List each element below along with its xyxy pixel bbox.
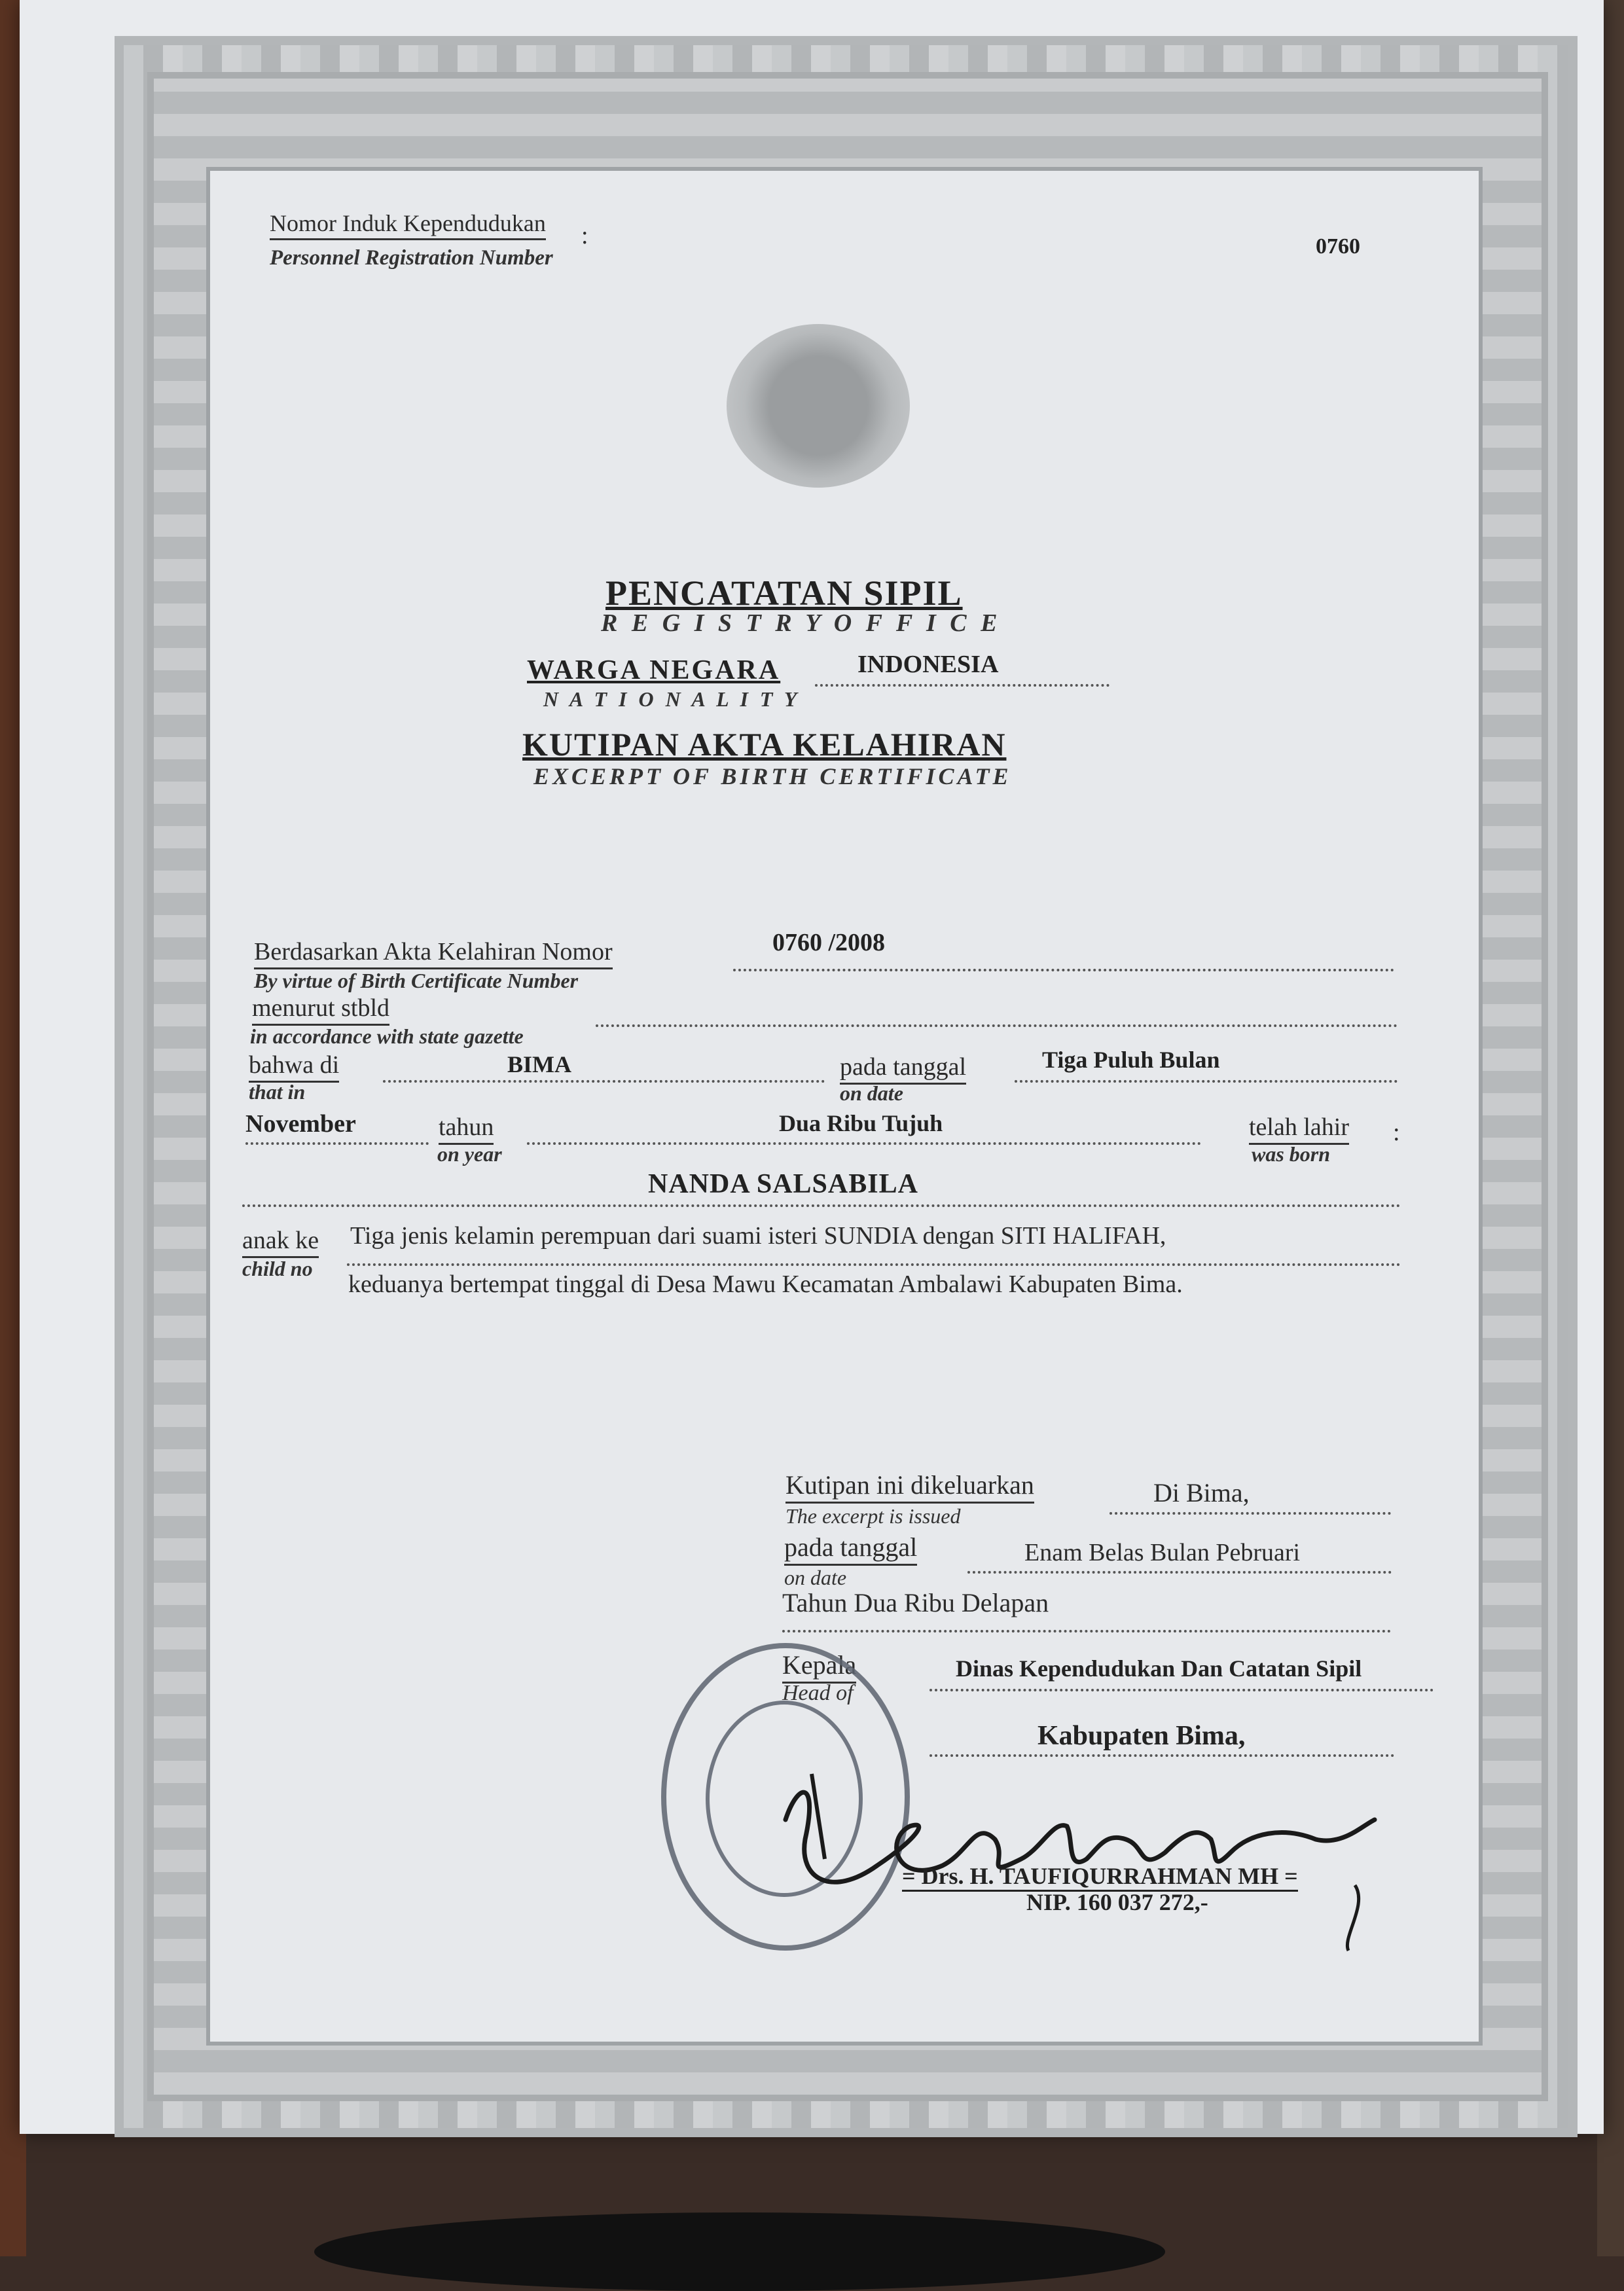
issued-date-dotted-line <box>967 1571 1392 1574</box>
nationality-dotted-line <box>815 684 1110 687</box>
document-title: KUTIPAN AKTA KELAHIRAN <box>522 726 1007 763</box>
place-dotted-line <box>383 1080 825 1083</box>
child-name-dotted-line <box>242 1204 1401 1207</box>
year-dotted-line <box>527 1142 1201 1145</box>
month-value: November <box>245 1110 356 1138</box>
issued-year-dotted-line <box>782 1630 1391 1633</box>
signature-icon <box>759 1741 1388 1957</box>
nationality-label-en: N A T I O N A L I T Y <box>543 687 801 711</box>
date-label-en: on date <box>840 1081 903 1105</box>
child-no-label: anak ke <box>242 1226 319 1258</box>
stbld-dotted-line <box>596 1024 1398 1027</box>
issued-date-label-en: on date <box>784 1566 847 1589</box>
shadow <box>314 2212 1165 2291</box>
issued-place-dotted-line <box>1110 1512 1391 1515</box>
nik-value: 0760 <box>1316 234 1360 259</box>
nationality-value: INDONESIA <box>857 651 999 678</box>
month-dotted-line <box>245 1142 429 1145</box>
office-title-en: R E G I S T R Y O F F I C E <box>601 609 1001 637</box>
born-colon: : <box>1393 1119 1400 1146</box>
head-label: Kepala <box>782 1650 856 1684</box>
issued-label: Kutipan ini dikeluarkan <box>785 1470 1034 1504</box>
issued-place: Di Bima, <box>1153 1478 1250 1507</box>
child-no-label-en: child no <box>242 1257 313 1280</box>
parents-line-2: keduanya bertempat tinggal di Desa Mawu Kecamatan Ambalawi Kabupaten Bima. <box>348 1271 1183 1298</box>
date-dotted-line <box>1015 1080 1398 1083</box>
date-label: pada tanggal <box>840 1053 966 1085</box>
nationality-label: WARGA NEGARA <box>527 655 781 685</box>
issued-year: Tahun Dua Ribu Delapan <box>782 1588 1049 1617</box>
issued-date-label: pada tanggal <box>784 1532 917 1566</box>
official-name: = Drs. H. TAUFIQURRAHMAN MH = <box>902 1862 1298 1892</box>
head-office-dotted-line <box>929 1689 1434 1691</box>
garuda-emblem-icon <box>727 324 910 488</box>
place-value: BIMA <box>507 1051 571 1077</box>
year-value: Dua Ribu Tujuh <box>779 1110 943 1136</box>
nik-label: Nomor Induk Kependudukan <box>270 209 546 240</box>
stbld-label-en: in accordance with state gazette <box>250 1024 524 1048</box>
child-name: NANDA SALSABILA <box>648 1169 918 1199</box>
official-nip: NIP. 160 037 272,- <box>1026 1889 1208 1915</box>
year-label-en: on year <box>437 1142 502 1166</box>
cert-number-label-en: By virtue of Birth Certificate Number <box>254 969 579 992</box>
office-title: PENCATATAN SIPIL <box>605 573 963 613</box>
stbld-label: menurut stbld <box>252 994 389 1026</box>
place-label-en: that in <box>249 1080 306 1104</box>
head-region: Kabupaten Bima, <box>1038 1721 1246 1751</box>
cert-number-label: Berdasarkan Akta Kelahiran Nomor <box>254 937 613 969</box>
born-label-en: was born <box>1252 1142 1331 1166</box>
document-title-en: EXCERPT OF BIRTH CERTIFICATE <box>533 763 1012 789</box>
born-label: telah lahir <box>1249 1113 1349 1145</box>
head-office: Dinas Kependudukan Dan Catatan Sipil <box>956 1655 1362 1682</box>
place-label: bahwa di <box>249 1051 339 1083</box>
head-label-en: Head of <box>782 1681 854 1705</box>
nik-label-en: Personnel Registration Number <box>270 246 553 270</box>
date-value: Tiga Puluh Bulan <box>1042 1047 1220 1073</box>
year-label: tahun <box>439 1113 494 1145</box>
issued-label-en: The excerpt is issued <box>785 1504 961 1528</box>
cert-number-value: 0760 /2008 <box>772 929 886 956</box>
issued-date-value: Enam Belas Bulan Pebruari <box>1024 1539 1301 1566</box>
parents-dotted-line <box>347 1263 1401 1266</box>
nik-colon: : <box>581 222 588 249</box>
cert-number-dotted-line <box>733 969 1394 971</box>
parents-line-1: Tiga jenis kelamin perempuan dari suami isteri SUNDIA dengan SITI HALIFAH, <box>350 1222 1166 1250</box>
